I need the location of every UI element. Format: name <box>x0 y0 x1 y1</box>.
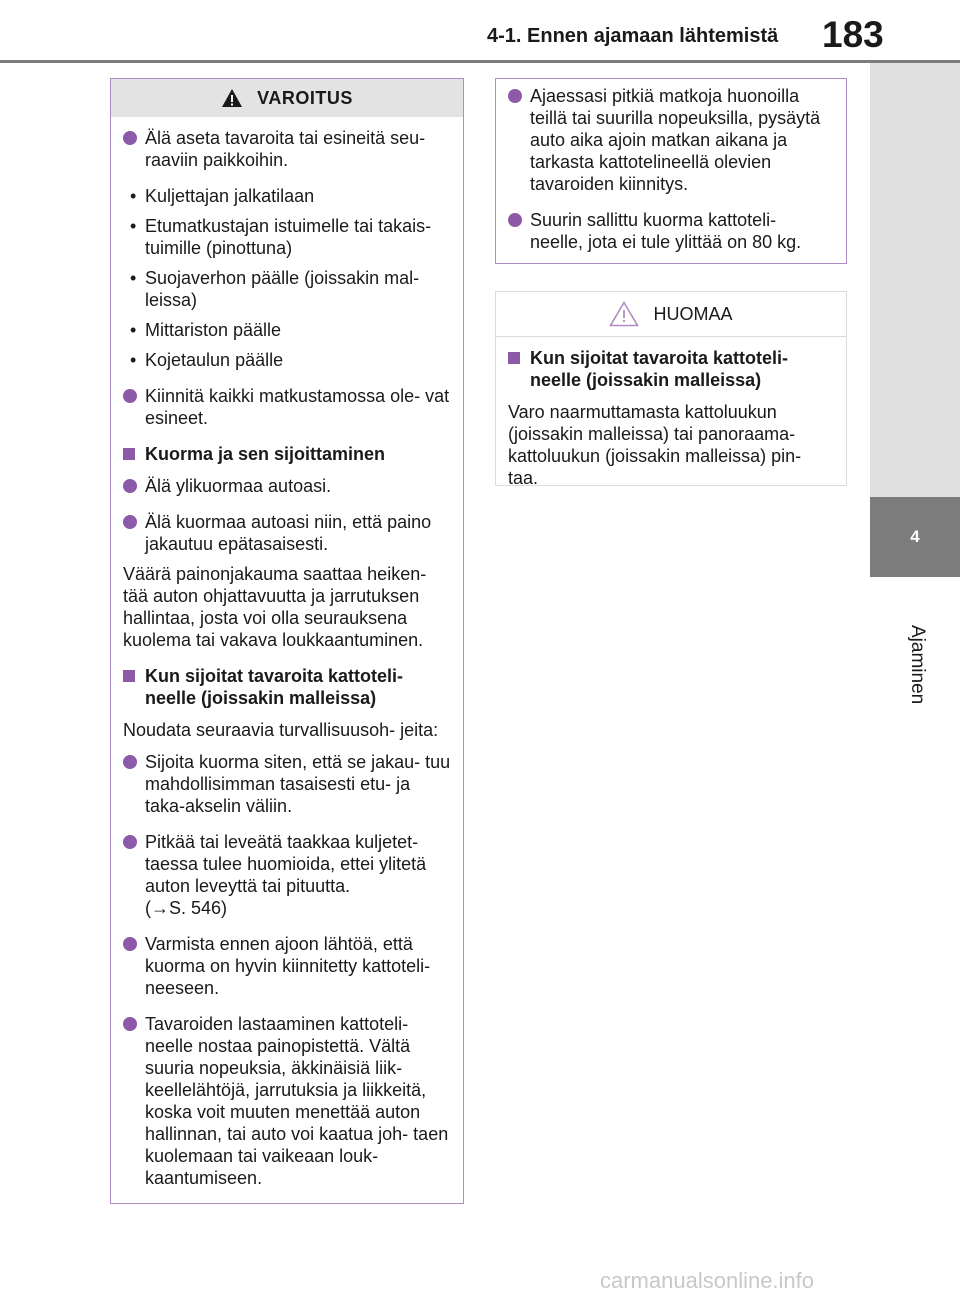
bullet-dot-icon <box>123 755 137 769</box>
warning-icon <box>221 88 243 108</box>
warning-header <box>111 79 463 117</box>
bullet-dot-icon <box>123 515 137 529</box>
list-item: • Kojetaulun päälle <box>130 350 284 370</box>
subheading: Kuorma ja sen sijoittaminen <box>123 443 451 465</box>
list-item: • Suojaverhon päälle (joissakin mal- leissa) <box>130 268 420 310</box>
bullet-dot-icon <box>123 835 137 849</box>
bullet-dot-icon <box>123 937 137 951</box>
section-title: 4-1. Ennen ajamaan lähtemistä <box>487 25 779 47</box>
notice-box <box>495 291 847 486</box>
chapter-number: 4 <box>910 527 920 546</box>
warning-continued-box <box>495 78 847 264</box>
page-reference-link[interactable]: (→S. 546) <box>145 898 228 918</box>
list-item: Tavaroiden lastaaminen kattoteli- neelle nostaa painopistettä. Vältä suuria nopeuksia, äkkinäisiä liik- keellelähtöjä, jarrutuksia ja liikkeitä, koska voit muuten menettää auton hallinnan, tai auto voi kaatua joh- taen kuolemaan tai vaikeaan louk- kaantumiseen. <box>123 1013 451 1189</box>
warning-title: VAROITUS <box>257 87 353 108</box>
list-item: Älä kuormaa autoasi niin, että paino jakautuu epätasaisesti. <box>123 511 451 555</box>
subheading: Kun sijoitat tavaroita kattoteli- neelle (joissakin malleissa) <box>508 347 834 391</box>
square-bullet-icon <box>508 352 520 364</box>
square-bullet-icon <box>123 448 135 460</box>
paragraph: Varo naarmuttamasta kattoluukun (joissakin malleissa) tai panoraama- kattoluukun (joissakin malleissa) pin- taa. <box>508 402 802 488</box>
notice-title: HUOMAA <box>653 303 733 324</box>
bullet-dot-icon <box>508 89 522 103</box>
paragraph: Noudata seuraavia turvallisuusoh- jeita: <box>123 720 439 740</box>
list-item: Älä aseta tavaroita tai esineitä seu- raaviin paikkoihin. <box>123 127 451 171</box>
bullet-dot-icon <box>508 213 522 227</box>
list-item: Kiinnitä kaikki matkustamossa ole- vat esineet. <box>123 385 451 429</box>
list-item: • Mittariston päälle <box>130 320 282 340</box>
header-rule <box>0 60 960 63</box>
square-bullet-icon <box>123 670 135 682</box>
list-item: Suurin sallittu kuorma kattoteli- neelle, jota ei tule ylittää on 80 kg. <box>508 209 834 253</box>
list-item: Pitkää tai leveätä taakkaa kuljetet- taessa tulee huomioida, ettei ylitetä auton leveyttä tai pituutta. (→S. 546) <box>123 831 451 919</box>
bullet-dot-icon <box>123 389 137 403</box>
list-item: Sijoita kuorma siten, että se jakau- tuu mahdollisimman tasaisesti etu- ja taka-akselin väliin. <box>123 751 451 817</box>
notice-header <box>496 292 846 337</box>
list-item: Älä ylikuormaa autoasi. <box>123 475 451 497</box>
warning-box <box>110 78 464 1204</box>
watermark: carmanualsonline.info <box>600 1268 815 1293</box>
chapter-label: Ajaminen <box>907 625 928 705</box>
caution-outline-icon <box>609 301 639 327</box>
subheading: Kun sijoitat tavaroita kattoteli- neelle (joissakin malleissa) <box>123 665 451 709</box>
bullet-dot-icon <box>123 479 137 493</box>
bullet-dot-icon <box>123 1017 137 1031</box>
chapter-tab[interactable] <box>870 497 960 577</box>
list-item: • Etumatkustajan istuimelle tai takais- tuimille (pinottuna) <box>130 216 432 258</box>
bullet-dot-icon <box>123 131 137 145</box>
list-item: Ajaessasi pitkiä matkoja huonoilla teillä tai suurilla nopeuksilla, pysäytä auto aika ajoin matkan aikana ja tarkasta kattotelineellä olevien tavaroiden kiinnitys. <box>508 85 834 195</box>
paragraph: Väärä painonjakauma saattaa heiken- tää auton ohjattavuutta ja jarrutuksen hallintaa, josta voi olla seurauksena kuolema tai vakava loukkaantuminen. <box>123 564 427 650</box>
list-item: Varmista ennen ajoon lähtöä, että kuorma on hyvin kiinnitetty kattoteli- neeseen. <box>123 933 451 999</box>
list-item: • Kuljettajan jalkatilaan <box>130 186 315 206</box>
side-tab-background <box>870 63 960 497</box>
page-number: 183 <box>822 14 884 55</box>
